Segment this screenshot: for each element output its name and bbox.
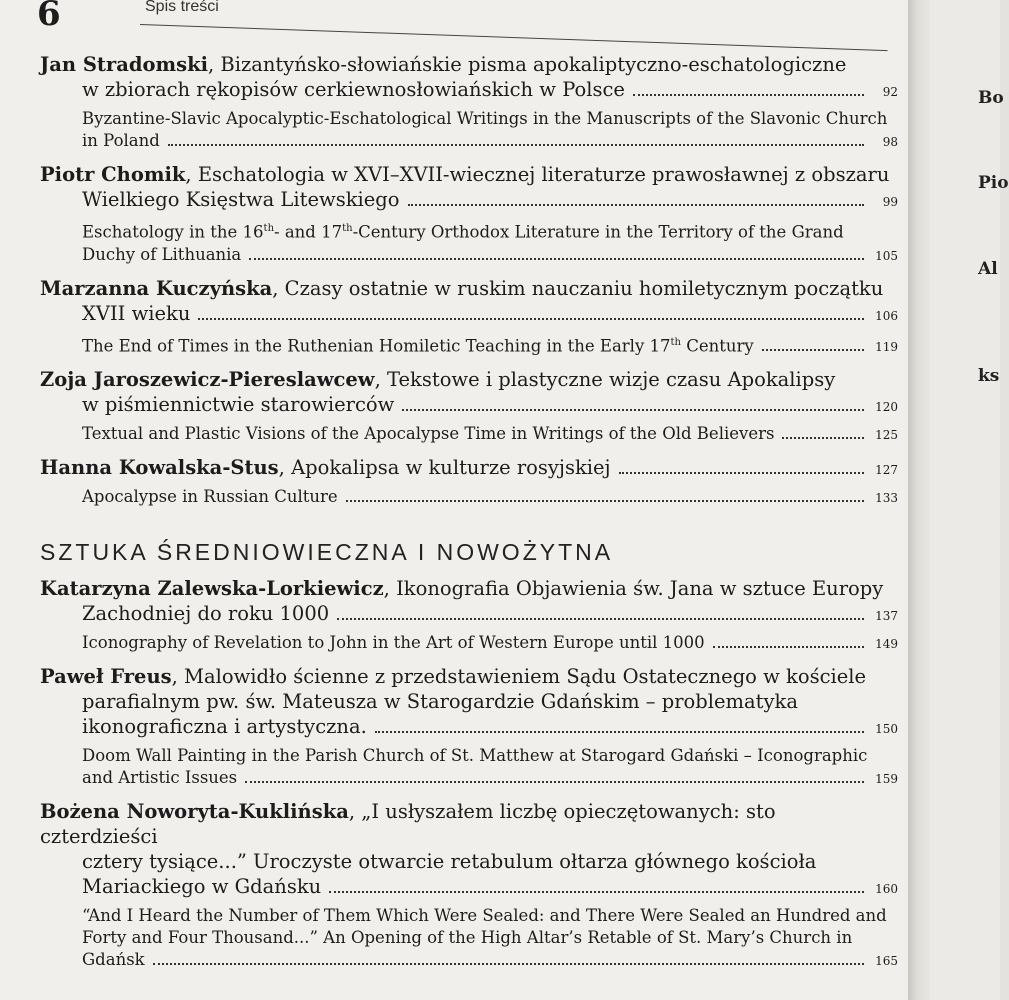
leader-dots	[375, 731, 864, 733]
leader-dots	[245, 781, 864, 783]
section-heading: SZTUKA ŚREDNIOWIECZNA I NOWOŻYTNA	[40, 539, 614, 565]
entry-author: Zoja Jaroszewicz-Piereslawcew	[40, 368, 375, 391]
entry-title-pl-line: Malowidło ścienne z przedstawieniem Sądu Ostatecznego w kościele	[184, 665, 867, 688]
entry-page-pl: 160	[875, 882, 898, 896]
leader-dots	[249, 258, 864, 260]
entry-page-en: 105	[875, 248, 898, 263]
entry-title-pl-line: Mariackiego w Gdańsku	[82, 875, 322, 898]
facing-fragment: Bo	[978, 88, 1004, 108]
entry-title-pl-line: w zbiorach rękopisów cerkiewnosłowiańskich w Polsce	[82, 78, 625, 101]
entry-title-pl-line: Ikonografia Objawienia św. Jana w sztuce Europy	[396, 577, 884, 600]
entry-title-pl-line: Tekstowe i plastyczne wizje czasu Apokalipsy	[387, 368, 836, 391]
toc-entry: Zoja Jaroszewicz-Piereslawcew, Tekstowe i plastyczne wizje czasu Apokalipsy w piśmiennictwie starowierców 120 Textual and Plastic Visions of the Apocalypse Time in Writings of the Old Believers 125	[40, 367, 898, 446]
entry-title-pl-line: XVII wieku	[82, 301, 191, 325]
entry-page-pl: 120	[875, 400, 898, 414]
entry-author: Bożena Noworyta-Kuklińska	[40, 800, 349, 823]
entry-title-pl-line: parafialnym pw. św. Mateusza w Starogardzie Gdańskim – problematyka	[82, 690, 798, 713]
entry-title-pl-line: Zachodniej do roku 1000	[82, 602, 330, 625]
leader-dots	[329, 891, 864, 893]
entry-title-en-line: Apocalypse in Russian Culture	[82, 487, 338, 506]
toc-entry: Piotr Chomik, Eschatologia w XVI–XVII-wiecznej literaturze prawosławnej z obszaru Wielkiego Księstwa Litewskiego 99 Eschatology in the 16th- and 17th-Century Orthodox Literature in the Territory of the Grand Duchy of Lithuania 105	[40, 162, 898, 267]
entry-title-en-line: Duchy of Lithuania	[82, 244, 242, 264]
table-of-contents	[40, 52, 898, 981]
book-gutter	[908, 0, 930, 1000]
toc-entry: Hanna Kowalska-Stus, Apokalipsa w kulturze rosyjskiej 127 Apocalypse in Russian Culture 133	[40, 455, 898, 509]
entry-page-en: 119	[875, 340, 898, 354]
leader-dots	[153, 963, 864, 965]
toc-entry: Paweł Freus, Malowidło ścienne z przedstawieniem Sądu Ostatecznego w kościele parafialnym pw. św. Mateusza w Starogardzie Gdańskim – problematyka ikonograficzna i artystyczna. 150 Doom Wall Painting in the Parish Church of St. Matthew at Starogard Gdański – Iconographic and Artistic Issues 159	[40, 664, 898, 790]
entry-title-en-line: Eschatology in the 16th- and 17th-Century Orthodox Literature in the Territory of the Grand	[82, 222, 844, 242]
page-number: 6	[37, 0, 61, 34]
facing-fragment: Al	[978, 259, 998, 279]
entry-title-en-line: and Artistic Issues	[82, 768, 238, 787]
entry-title-en-line: Iconography of Revelation to John in the Art of Western Europe until 1000	[82, 633, 705, 652]
entry-title-en-line: Byzantine-Slavic Apocalyptic-Eschatological Writings in the Manuscripts of the Slavonic Church	[82, 109, 888, 128]
entry-title-pl-line: Czasy ostatnie w ruskim nauczaniu homiletycznym początku	[284, 276, 884, 300]
facing-fragment: ks	[978, 366, 1000, 386]
entry-page-en: 133	[875, 491, 898, 505]
entry-page-pl: 127	[875, 463, 898, 477]
leader-dots	[198, 318, 864, 320]
leader-dots	[762, 349, 864, 351]
entry-page-en: 165	[875, 954, 898, 968]
entry-page-en: 98	[882, 135, 898, 149]
entry-author: Paweł Freus	[40, 665, 172, 688]
toc-entry: Bożena Noworyta-Kuklińska, „I usłyszałem liczbę opieczętowanych: sto czterdzieści cztery tysiące...” Uroczyste otwarcie retabulum ołtarza głównego kościoła Mariackiego w Gdańsku 160 “And I Heard the Number of Them Which Were Sealed: and There Were Sealed an Hundred and Forty and Four Thousand...” An Opening of the High Altar’s Retable of St. Mary’s Church in Gdańsk 165	[40, 799, 898, 972]
entry-title-pl-line: cztery tysiące...” Uroczyste otwarcie retabulum ołtarza głównego kościoła	[82, 850, 817, 873]
entry-page-en: 125	[875, 428, 898, 442]
entry-title-pl-line: Apokalipsa w kulturze rosyjskiej	[291, 456, 611, 479]
entry-author: Piotr Chomik	[40, 163, 186, 186]
entry-title-pl-line: Wielkiego Księstwa Litewskiego	[82, 188, 400, 211]
entry-page-en: 149	[875, 637, 898, 651]
leader-dots	[337, 618, 864, 620]
entry-page-pl: 99	[882, 195, 898, 209]
entry-title-en-line: Forty and Four Thousand...” An Opening of the High Altar’s Retable of St. Mary’s Church in	[82, 928, 853, 947]
leader-dots	[408, 204, 864, 206]
entry-title-pl-line: Eschatologia w XVI–XVII-wiecznej literaturze prawosławnej z obszaru	[197, 163, 890, 186]
entry-title-en-line: Doom Wall Painting in the Parish Church of St. Matthew at Starogard Gdański – Iconographic	[82, 746, 868, 765]
facing-fragment: Pio	[978, 173, 1009, 193]
leader-dots	[633, 94, 864, 96]
leader-dots	[619, 472, 864, 474]
entry-title-en-line: Textual and Plastic Visions of the Apocalypse Time in Writings of the Old Believers	[82, 424, 775, 443]
entry-page-pl: 92	[882, 85, 898, 99]
entry-author: Katarzyna Zalewska-Lorkiewicz	[40, 577, 384, 600]
running-title: Spis treści	[145, 0, 219, 15]
leader-dots	[402, 409, 864, 411]
entry-title-pl-line: Bizantyńsko-słowiańskie pisma apokaliptyczno-eschatologiczne	[220, 53, 847, 76]
header-rule	[140, 24, 888, 51]
entry-page-pl: 150	[875, 722, 898, 736]
toc-entry: Jan Stradomski, Bizantyńsko-słowiańskie pisma apokaliptyczno-eschatologiczne w zbiorach rękopisów cerkiewnosłowiańskich w Polsce 92 Byzantine-Slavic Apocalyptic-Eschatological Writings in the Manuscripts of the Slavonic Church in Poland 98	[40, 52, 898, 153]
entry-title-en-line: Gdańsk	[82, 950, 145, 969]
leader-dots	[168, 144, 864, 146]
toc-entry: Katarzyna Zalewska-Lorkiewicz, Ikonografia Objawienia św. Jana w sztuce Europy Zachodniej do roku 1000 137 Iconography of Revelation to John in the Art of Western Europe until 1000 149	[40, 576, 898, 655]
entry-author: Marzanna Kuczyńska	[40, 276, 273, 300]
toc-entry: Marzanna Kuczyńska, Czasy ostatnie w ruskim nauczaniu homiletycznym początku XVII wieku 106 The End of Times in the Ruthenian Homiletic Teaching in the Early 17th Century 119	[40, 276, 898, 359]
entry-title-en-line: in Poland	[82, 131, 160, 150]
entry-author: Hanna Kowalska-Stus	[40, 456, 279, 479]
entry-title-en-line: The End of Times in the Ruthenian Homiletic Teaching in the Early 17th Century	[82, 336, 754, 355]
leader-dots	[713, 646, 864, 648]
leader-dots	[346, 500, 864, 502]
entry-title-pl-line: ikonograficzna i artystyczna.	[82, 715, 367, 738]
entry-title-pl-line: „I usłyszałem liczbę opieczętowanych: sto czterdzieści	[40, 800, 776, 848]
entry-page-pl: 106	[875, 308, 898, 323]
entry-page-en: 159	[875, 772, 898, 786]
facing-page	[930, 0, 1009, 1000]
entry-title-en-line: “And I Heard the Number of Them Which Were Sealed: and There Were Sealed an Hundred and	[82, 906, 887, 925]
entry-page-pl: 137	[875, 609, 898, 623]
leader-dots	[782, 437, 864, 439]
entry-author: Jan Stradomski	[40, 53, 208, 76]
entry-title-pl-line: w piśmiennictwie starowierców	[82, 393, 395, 416]
